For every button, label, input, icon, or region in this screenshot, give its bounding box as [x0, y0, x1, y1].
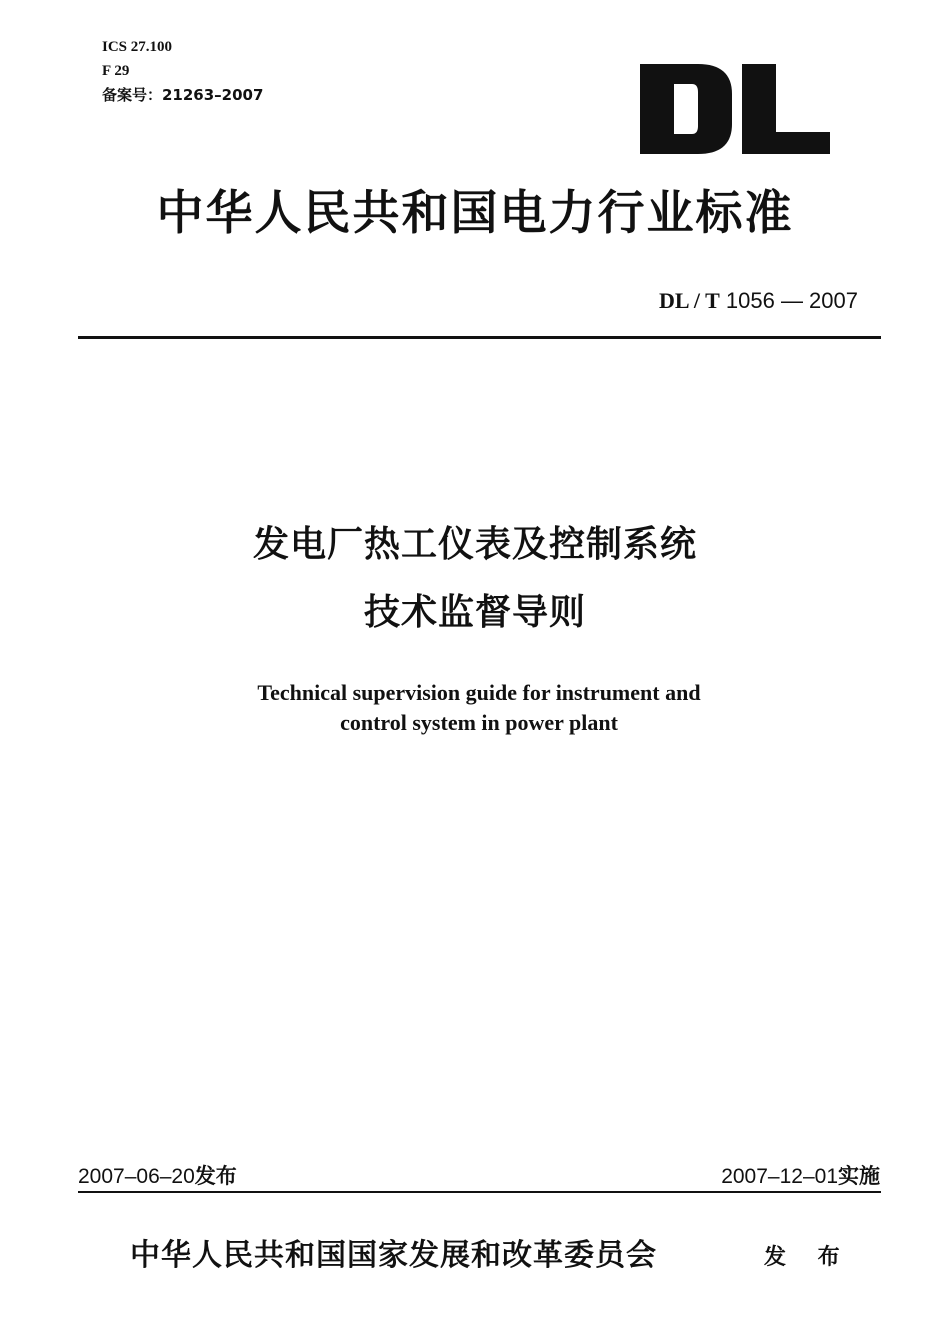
standard-number-prefix: DL / T [659, 288, 720, 313]
top-divider [78, 336, 881, 339]
classification-code: F 29 [102, 63, 130, 79]
record-number: 备案号：21263–2007 [102, 86, 264, 104]
dl-logo [640, 64, 830, 154]
document-title-cn-line1: 发电厂热工仪表及控制系统 [252, 524, 697, 565]
standard-category-title: 中华人民共和国电力行业标准 [156, 186, 794, 241]
document-title-en-line1: Technical supervision guide for instrument and [257, 680, 701, 705]
ics-code: ICS 27.100 [102, 39, 173, 55]
standard-number [659, 286, 858, 316]
document-title-en-line2: control system in power plant [340, 710, 618, 735]
release-date [78, 1162, 237, 1191]
release-label: 发布 [194, 1164, 237, 1188]
implementation-date-value: 2007–12–01 [721, 1165, 838, 1188]
release-date-value: 2007–06–20 [78, 1165, 195, 1188]
standard-number-value: 1056 — 2007 [725, 288, 858, 313]
implementation-date [721, 1162, 880, 1191]
implementation-label: 实施 [838, 1164, 880, 1188]
issue-label: 发 布 [764, 1245, 852, 1270]
document-title-cn-line2: 技术监督导则 [363, 592, 586, 633]
issuing-authority: 中华人民共和国国家发展和改革委员会 [130, 1238, 657, 1273]
bottom-divider [78, 1191, 881, 1193]
